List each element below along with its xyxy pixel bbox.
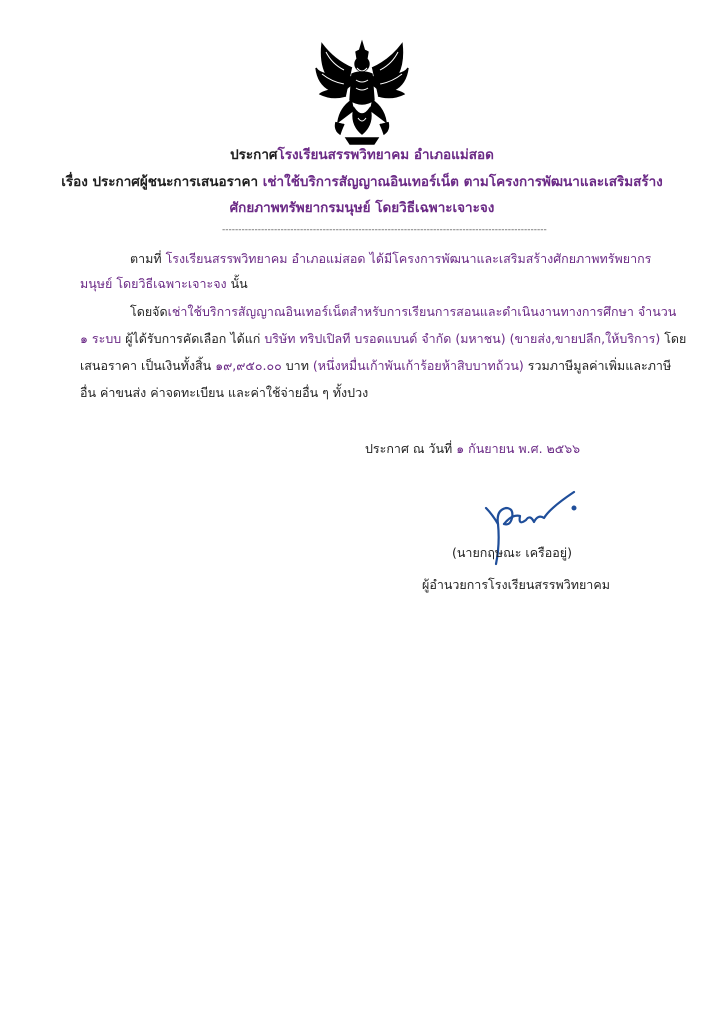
announcement-title [40, 146, 684, 164]
date-value: ๑ กันยายน พ.ศ. ๒๕๖๖ [456, 441, 581, 456]
announcement-subject [40, 173, 684, 191]
p2-tax: รวมภาษีมูลค่าเพิ่มและภาษี [523, 358, 672, 373]
p2-company: บริษัท ทริปเปิลที บรอดแบนด์ จำกัด (มหาชน) (ขายส่ง,ขายปลีก,ให้บริการ) [264, 331, 661, 346]
p2-service: เช่าใช้บริการสัญญาณอินเทอร์เน็ตสำหรับการเรียนการสอนและดำเนินงานทางการศึกษา จำนวน [167, 304, 677, 319]
divider-line: ---------------------------------------------------------------------------------------------------- [222, 225, 547, 235]
announcement-date [365, 440, 580, 458]
paragraph-2-line-4: อื่น ค่าขนส่ง ค่าจดทะเบียน และค่าใช้จ่ายอื่น ๆ ทั้งปวง [80, 385, 369, 400]
p1-project: ได้มีโครงการพัฒนาและเสริมสร้างศักยภาพทรัพยากร [365, 251, 652, 266]
p2-prefix: โดยจัด [130, 304, 168, 319]
paragraph-1-line-2 [80, 275, 248, 293]
signatory-title: ผู้อำนวยการโรงเรียนสรรพวิทยาคม [422, 577, 610, 592]
paragraph-1-line-1 [130, 250, 651, 268]
p2-amount: ๑๙,๙๕๐.๐๐ [215, 358, 282, 373]
title-school: โรงเรียนสรรพวิทยาคม อำเภอแม่สอด [277, 147, 494, 163]
p1-method: มนุษย์ โดยวิธีเฉพาะเจาะจง [80, 276, 227, 291]
garuda-emblem-icon [312, 38, 412, 146]
subject-prefix: เรื่อง ประกาศผู้ชนะการเสนอราคา [61, 174, 263, 190]
announcement-subject-cont: ศักยภาพทรัพยากรมนุษย์ โดยวิธีเฉพาะเจาะจง [229, 200, 495, 216]
paragraph-2-line-2 [80, 330, 686, 348]
paragraph-2-line-1 [130, 303, 676, 321]
p1-school: โรงเรียนสรรพวิทยาคม อำเภอแม่สอด [165, 251, 366, 266]
date-prefix: ประกาศ ณ วันที่ [365, 441, 457, 456]
title-prefix: ประกาศ [230, 147, 278, 163]
p2-price-label: เสนอราคา เป็นเงินทั้งสิ้น [80, 358, 216, 373]
signatory-name: (นายกฤษณะ เครืออยู่) [452, 545, 572, 560]
p1-end: นั้น [226, 276, 248, 291]
p2-amount-words: (หนึ่งหมื่นเก้าพันเก้าร้อยห้าสิบบาทถ้วน) [312, 358, 524, 373]
p2-baht: บาท [281, 358, 313, 373]
p2-quantity: ๑ ระบบ [80, 331, 122, 346]
p2-by: โดย [660, 331, 687, 346]
paragraph-2-line-3 [80, 357, 671, 375]
p1-intro: ตามที่ [130, 251, 166, 266]
subject-project: เช่าใช้บริการสัญญาณอินเทอร์เน็ต ตามโครงการพัฒนาและเสริมสร้าง [262, 174, 663, 190]
p2-selected: ผู้ได้รับการคัดเลือก ได้แก่ [121, 331, 265, 346]
